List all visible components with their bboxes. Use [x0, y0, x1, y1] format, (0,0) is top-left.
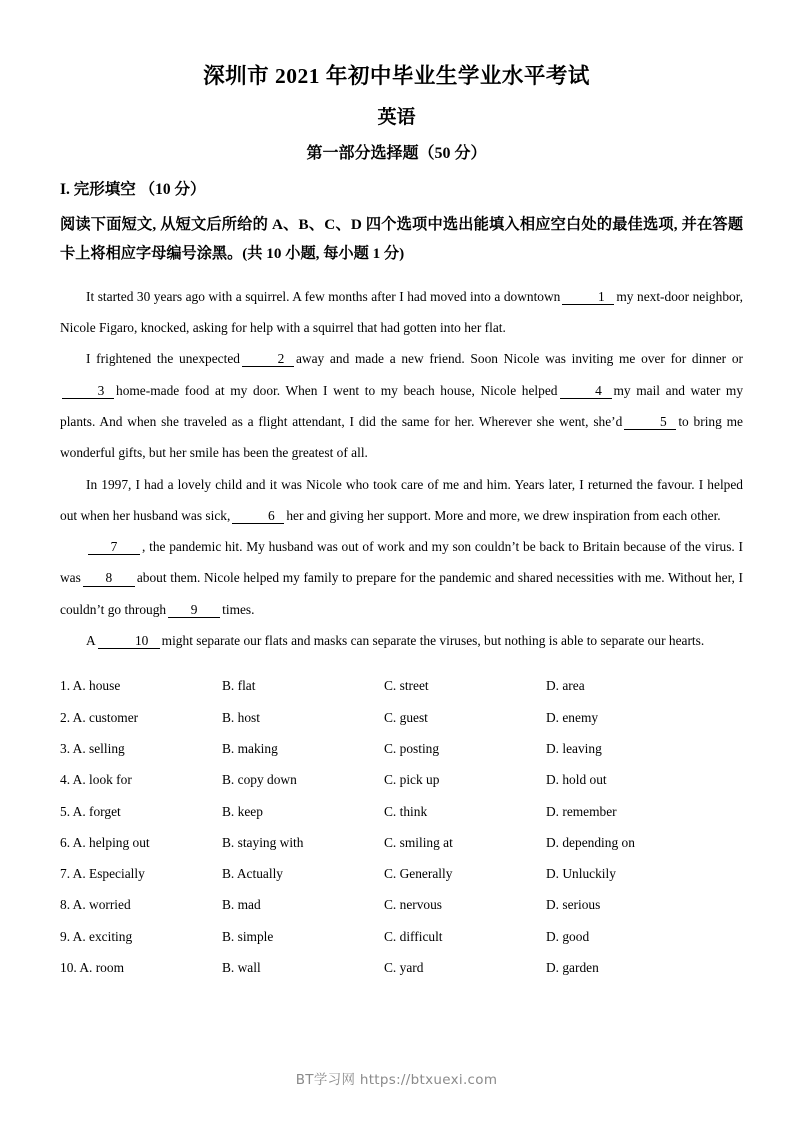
option-a[interactable] [60, 858, 222, 889]
question-row-5 [60, 796, 745, 827]
option-d[interactable]: D. leaving [546, 740, 602, 756]
option-a[interactable] [60, 827, 222, 858]
option-b[interactable]: B. simple [222, 928, 274, 944]
p1-text-a: It started 30 years ago with a squirrel. A few months after I had moved into a downtown [86, 288, 561, 304]
option-b[interactable]: B. Actually [222, 866, 283, 882]
part-title: 第一部分选择题（50 分） [306, 144, 487, 162]
question-row-9 [60, 921, 745, 952]
cloze-passage [48, 269, 745, 657]
answer-options-list [48, 656, 745, 983]
p4-text-a: , the pandemic hit. My husband was out of work and my son couldn’t be back to Britain because of the virus. I was [60, 539, 743, 586]
question-row-3 [60, 733, 745, 764]
directions-line-2: 并在答题卡上将相应字母编号涂黑。(共 10 小题, 每小题 1 分) [60, 215, 744, 263]
cloze-blank-3[interactable]: 3 [62, 384, 114, 399]
directions [48, 202, 745, 269]
directions-line-1: 阅读下面短文, 从短文后所给的 A、B、C、D 四个选项中选出能填入相应空白处的最佳选项, [60, 215, 678, 233]
option-a-label: A. worried [72, 897, 131, 913]
p2-text-d: my mail and water my plants. And when she traveled as a flight attendant, I did the same for her. Wherever she went, she’d [60, 382, 744, 429]
question-number: 10. [60, 960, 77, 976]
passage-paragraph-3 [60, 469, 743, 532]
p4-text-c: times. [222, 601, 255, 617]
p5-text-a: A [86, 633, 96, 649]
option-a-label: A. helping out [72, 834, 150, 850]
question-number: 2. [60, 709, 71, 725]
option-b[interactable]: B. wall [222, 960, 261, 976]
option-a-label: A. look for [72, 772, 132, 788]
question-number: 7. [60, 866, 71, 882]
option-a-label: A. exciting [72, 928, 133, 944]
cloze-blank-4[interactable]: 4 [560, 384, 612, 399]
passage-paragraph-5 [60, 625, 743, 656]
passage-paragraph-2 [60, 343, 743, 468]
p3-text-a: In 1997, I had a lovely child and it was Nicole who took care of me and him. Years later, I returned the favour. I helped out when her husband was sick, [60, 476, 743, 523]
cloze-blank-10[interactable]: 10 [98, 634, 160, 649]
p2-text-e: to bring me wonderful gifts, but her smile has been the greatest of all. [60, 413, 743, 461]
option-d[interactable]: D. remember [546, 803, 617, 819]
question-number: 9. [60, 928, 71, 944]
p2-text-b: away and made a new friend. Soon Nicole was inviting me over for dinner or [295, 351, 743, 367]
cloze-blank-9[interactable]: 9 [168, 603, 220, 618]
option-c[interactable]: C. difficult [384, 928, 443, 944]
option-d[interactable]: D. Unluckily [546, 866, 616, 882]
option-a-label: A. forget [72, 803, 121, 819]
question-number: 4. [60, 772, 71, 788]
passage-paragraph-1 [60, 281, 743, 344]
option-b[interactable]: B. staying with [222, 834, 304, 850]
option-d[interactable]: D. serious [546, 897, 601, 913]
option-c[interactable]: C. Generally [384, 866, 453, 882]
option-a[interactable] [60, 764, 222, 795]
question-row-10 [60, 952, 745, 983]
question-row-4 [60, 764, 745, 795]
option-a[interactable] [60, 702, 222, 733]
option-c[interactable]: C. nervous [384, 897, 443, 913]
question-number: 5. [60, 803, 71, 819]
p3-text-b: her and giving her support. More and more, we drew inspiration from each other. [286, 507, 721, 523]
cloze-blank-7[interactable]: 7 [88, 540, 140, 555]
option-a[interactable] [60, 670, 222, 701]
option-b[interactable]: B. flat [222, 678, 256, 694]
p2-text-c: home-made food at my door. When I went to my beach house, Nicole helped [116, 382, 558, 398]
option-b[interactable]: B. host [222, 709, 260, 725]
question-row-6 [60, 827, 745, 858]
page-title: 深圳市 2021 年初中毕业生学业水平考试 [203, 64, 590, 88]
option-d[interactable]: D. hold out [546, 772, 607, 788]
option-c[interactable]: C. street [384, 678, 429, 694]
footer-watermark: BT学习网 https://btxuexi.com [295, 1072, 498, 1088]
option-c[interactable]: C. posting [384, 740, 440, 756]
subject-title: 英语 [377, 107, 416, 129]
option-a[interactable] [60, 796, 222, 827]
p1-text-b: my next-door neighbor, Nicole Figaro, knocked, asking for help with a squirrel that had gotten into her flat. [60, 288, 743, 336]
cloze-blank-1[interactable]: 1 [562, 290, 614, 305]
section-heading: I. 完形填空 （10 分） [60, 181, 206, 199]
question-number: 8. [60, 897, 71, 913]
cloze-blank-6[interactable]: 6 [232, 509, 284, 524]
question-number: 1. [60, 678, 71, 694]
option-d[interactable]: D. garden [546, 960, 599, 976]
option-a-label: A. room [79, 960, 124, 976]
option-a-label: A. house [72, 678, 121, 694]
option-c[interactable]: C. guest [384, 709, 428, 725]
option-b[interactable]: B. making [222, 740, 278, 756]
question-number: 3. [60, 740, 71, 756]
p5-text-b: might separate our flats and masks can separate the viruses, but nothing is able to separate our hearts. [161, 633, 705, 649]
option-a-label: A. selling [72, 740, 125, 756]
cloze-blank-2[interactable]: 2 [242, 352, 294, 367]
question-number: 6. [60, 834, 71, 850]
option-a-label: A. customer [72, 709, 139, 725]
question-row-7 [60, 858, 745, 889]
option-a[interactable] [60, 733, 222, 764]
option-c[interactable]: C. pick up [384, 772, 440, 788]
question-row-8 [60, 889, 745, 920]
option-a[interactable] [60, 889, 222, 920]
option-a[interactable] [60, 921, 222, 952]
option-c[interactable]: C. yard [384, 960, 424, 976]
question-row-2 [60, 702, 745, 733]
option-b[interactable]: B. mad [222, 897, 261, 913]
option-a[interactable] [60, 952, 222, 983]
option-d[interactable]: D. good [546, 928, 590, 944]
cloze-blank-5[interactable]: 5 [624, 415, 676, 430]
p2-text-a: I frightened the unexpected [86, 351, 240, 367]
option-d[interactable]: D. enemy [546, 709, 599, 725]
option-c[interactable]: C. smiling at [384, 834, 453, 850]
cloze-blank-8[interactable]: 8 [83, 571, 135, 586]
p4-text-b: about them. Nicole helped my family to prepare for the pandemic and shared necessities with me. Without her, I couldn’t go through [60, 570, 743, 617]
option-d[interactable]: D. area [546, 678, 585, 694]
option-d[interactable]: D. depending on [546, 834, 635, 850]
question-row-1 [60, 670, 745, 701]
option-c[interactable]: C. think [384, 803, 428, 819]
option-b[interactable]: B. copy down [222, 772, 297, 788]
option-a-label: A. Especially [72, 866, 145, 882]
option-b[interactable]: B. keep [222, 803, 263, 819]
passage-paragraph-4 [60, 531, 743, 625]
